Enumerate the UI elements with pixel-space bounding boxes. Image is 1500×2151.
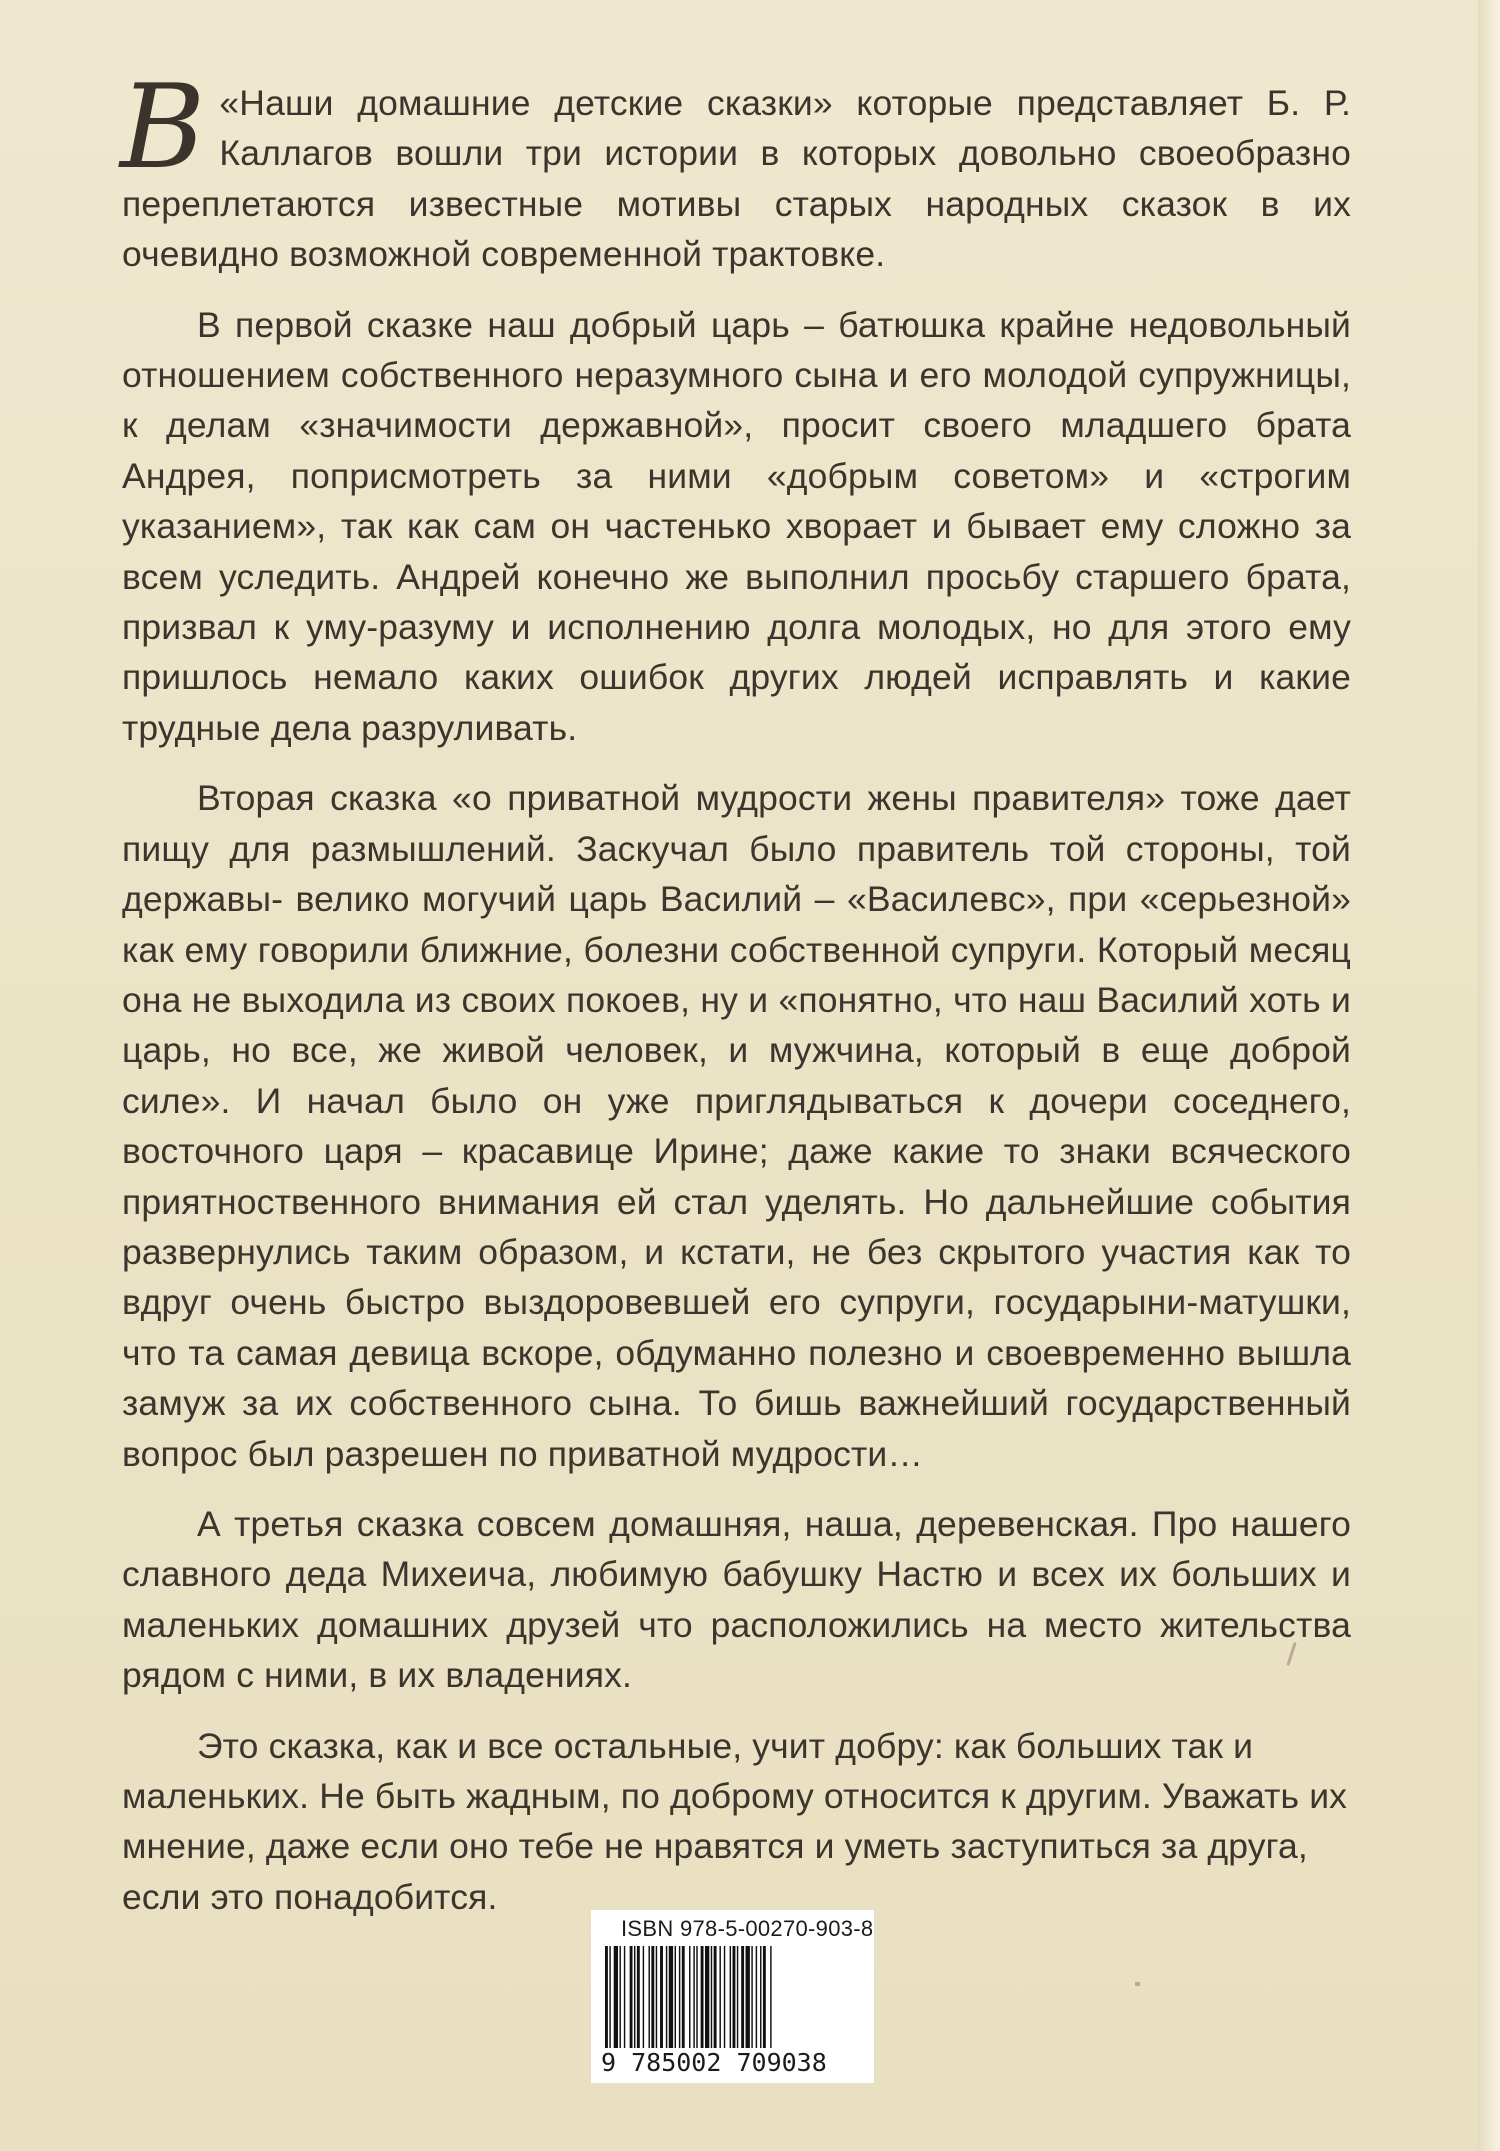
barcode-bar xyxy=(651,1946,654,2050)
paragraph-5: Это сказка, как и все остальные, учит добру: как больших так и маленьких. Не быть жадным, по доброму относится к другим. Уважать их мнение, даже если оно тебе не нравятся и уметь заступиться за друга, если это понадобится. xyxy=(122,1725,1348,1917)
barcode-bar xyxy=(714,1946,717,2050)
barcode-bar xyxy=(643,1946,644,2050)
barcode-bar xyxy=(701,1946,704,2050)
barcode-bar xyxy=(634,1946,635,2050)
isbn-barcode xyxy=(591,1910,874,2083)
cover-edge xyxy=(1478,0,1500,2151)
barcode-bar xyxy=(756,1946,757,2050)
paragraph-1-text: «Наши домашние детские сказки» которые представляет Б. Р. Каллагов вошли три истории в которых довольно своеобразно переплетаются известные мотивы старых народных сказок в их очевидно возможной современной трактовке. xyxy=(122,83,1351,275)
barcode-bar xyxy=(724,1946,725,2050)
paragraph-3: Вторая сказка «о приватной мудрости жены правителя» тоже дает пищу для размышлений. Заскучал было правитель той стороны, той державы- велико могучий царь Василий – «Василевс», при «серьезной» как ему говорили ближние, болезни собственной супруги. Который месяц она не выходила из своих покоев, ну и «понятно, что наш Василий хоть и царь, но все, же живой человек, и мужчина, который в еще доброй силе». И начал было он уже приглядываться к дочери соседнего, восточного царя – красавице Ирине; даже какие то знаки всяческого приятноственного внимания ей стал уделять. Но дальнейшие события развернулись таким образом, и кстати, не без скрытого участия как то вдруг очень быстро выздоровевшей его супруги, государыни-матушки, что та самая девица вскоре, обдуманно полезно и своевременно вышла замуж за их собственного сына. То бишь важнейший государственный вопрос был разрешен по приватной мудрости… xyxy=(122,778,1351,1474)
barcode-bar xyxy=(719,1946,720,2050)
barcode-bar xyxy=(675,1946,676,2050)
barcode-bar xyxy=(637,1946,640,2050)
barcode-bar xyxy=(630,1946,633,2050)
barcode-bar xyxy=(737,1946,738,2050)
barcode-bar xyxy=(624,1946,625,2050)
barcode-bar xyxy=(679,1946,680,2050)
barcode-bar xyxy=(660,1946,663,2050)
barcode-bar xyxy=(696,1946,697,2050)
paragraph-2: В первой сказке наш добрый царь – батюшка крайне недовольный отношением собственного неразумного сына и его молодой супружницы, к делам «значимости державной», просит своего младшего брата Андрея, поприсмотреть за ними «добрым советом» и «строгим указанием», так как сам он частенько хворает и бывает ему сложно за всем уследить. Андрей конечно же выполнил просьбу старшего брата, призвал к уму-разуму и исполнению долга молодых, но для этого ему пришлось немало каких ошибок других людей исправлять и какие трудные дела разруливать. xyxy=(122,304,1351,748)
barcode-bar xyxy=(666,1946,667,2050)
paper-speck xyxy=(1135,1982,1140,1986)
barcode-bar xyxy=(656,1946,657,2050)
barcode-bar xyxy=(682,1946,685,2050)
barcode-bar xyxy=(741,1946,744,2050)
ean-digits: 9 785002 709038 xyxy=(601,2048,827,2077)
barcode-bar xyxy=(730,1946,731,2050)
dropcap-letter: В xyxy=(120,60,206,195)
paragraph-4: А третья сказка совсем домашняя, наша, деревенская. Про нашего славного деда Михеича, любимую бабушку Настю и всех их больших и маленьких домашних друзей что расположились на место жительства рядом с ними, в их владениях. xyxy=(122,1503,1351,1696)
paragraph-1 xyxy=(120,60,1351,280)
annotation-text xyxy=(120,60,1351,1942)
barcode-bar xyxy=(648,1946,649,2050)
barcode-bar xyxy=(760,1946,761,2050)
barcode-bar xyxy=(751,1946,752,2050)
barcode-bar xyxy=(705,1946,709,2050)
isbn-label: ISBN 978-5-00270-903-8 xyxy=(621,1916,874,1941)
barcode-bar xyxy=(669,1946,673,2050)
barcode-bar xyxy=(711,1946,712,2050)
barcode-bar xyxy=(614,1946,618,2050)
barcode-bar xyxy=(619,1946,620,2050)
barcode-bar xyxy=(746,1946,750,2050)
barcode-bar xyxy=(733,1946,736,2050)
